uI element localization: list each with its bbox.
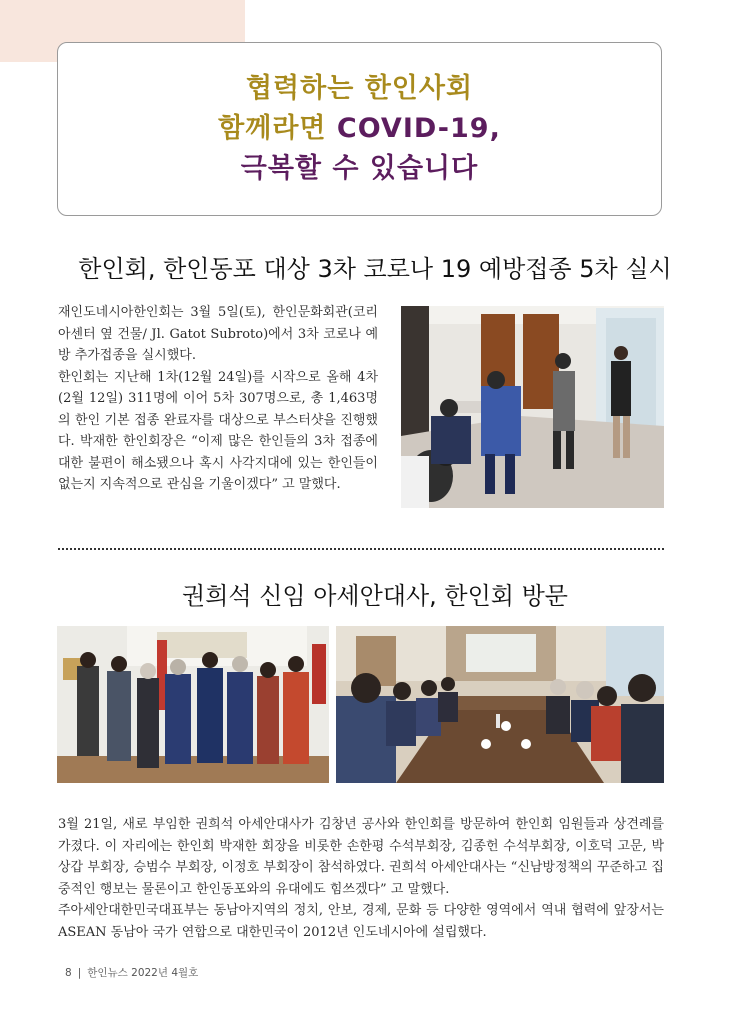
article1-paragraph: 재인도네시아한인회는 3월 5일(토), 한인문화회관(코리아센터 옆 건물/ Jl. Gatot Subroto)에서 3차 코로나 예방 추가접종을 실시했다. [58,305,378,363]
publication-name: 한인뉴스 2022년 4월호 [87,967,199,979]
page-number: 8 [65,967,72,979]
article2-title: 권희석 신임 아세안대사, 한인회 방문 [182,582,568,610]
vaccination-photo [401,306,664,508]
article1-title: 한인회, 한인동포 대상 3차 코로나 19 예방접종 5차 실시 [78,255,672,283]
article2-paragraph: 3월 21일, 새로 부임한 권희석 아세안대사가 김창년 공사와 한인회를 방문하여 한인회 임원들과 상견례를 가졌다. 이 자리에는 한인회 박재한 회장을 비롯한 손한평 수석부회장, 김종헌 수석부회장, 이호덕 고문, 박상갑 부회장, 승범수 부회장, 이정호 부회장이 참석하였다. 권희석 아세안대사는 “신남방정책의 꾸준하고 집중적인 행보는 물론이고 한인동포와의 유대에도 힘쓰겠다” 고 말했다. [58,817,664,897]
banner-line-2-covid: COVID-19, [336,113,501,144]
article1-body [58,302,378,496]
meeting-photo [336,626,664,783]
page-footer [65,965,204,980]
footer-separator: | [77,967,82,979]
section-divider [58,548,664,550]
banner-line-1: 협력하는 한인사회 [245,73,474,104]
article1-paragraph: 한인회는 지난해 1차(12월 24일)를 시작으로 올해 4차(2월 12일) 311명에 이어 5차 307명으로, 총 1,463명의 한인 기본 접종 완료자를 대상으로 부스터샷을 진행했다. 박재한 한인회장은 “이제 많은 한인들의 3차 접종에 대한 불편이 해소됐으나 혹시 사각지대에 있는 한인들이 없는지 지속적으로 관심을 기울이겠다” 고 말했다. [58,369,378,492]
banner-line-2-korean: 함께라면 [218,113,327,144]
banner-line-2 [218,109,501,149]
headline-banner [57,42,662,216]
article2-body [58,814,664,943]
group-photo [57,626,329,783]
article2-paragraph: 주아세안대한민국대표부는 동남아지역의 정치, 안보, 경제, 문화 등 다양한 영역에서 역내 협력에 앞장서는 ASEAN 동남아 국가 연합으로 대한민국이 2012년 인도네시아에 설립했다. [58,903,664,940]
banner-line-3: 극복할 수 있습니다 [240,153,479,184]
